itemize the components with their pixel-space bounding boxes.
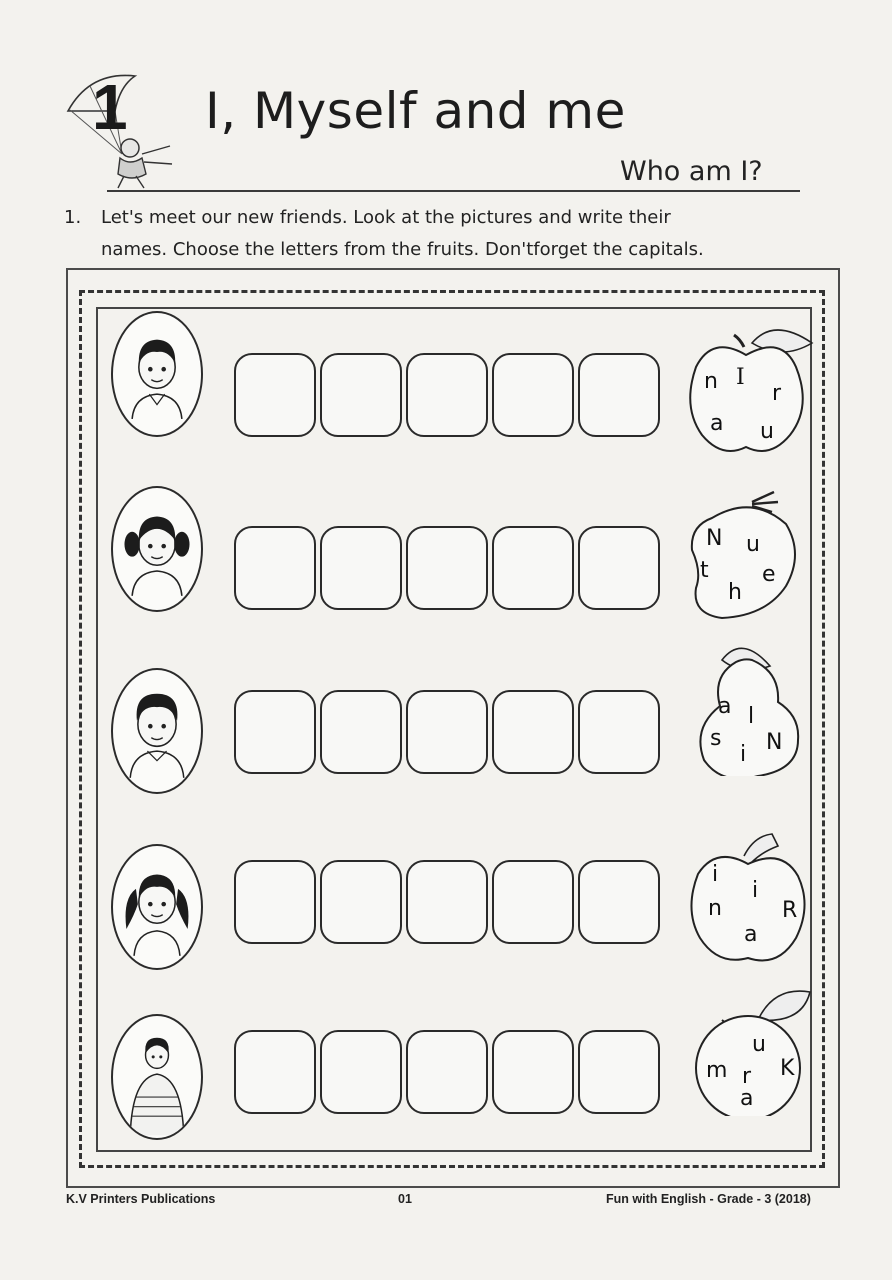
letter-input-box[interactable]: [578, 1030, 660, 1114]
footer-page-number: 01: [398, 1192, 412, 1206]
letter-input-box[interactable]: [578, 353, 660, 437]
letter-input-box[interactable]: [234, 353, 316, 437]
page-title: I, Myself and me: [205, 82, 626, 140]
portrait-girl: [111, 486, 203, 612]
fruit-letter: K: [780, 1056, 795, 1081]
portrait-boy: [111, 311, 203, 437]
fruit-letter: a: [740, 1086, 754, 1111]
instruction-number: 1.: [64, 207, 82, 228]
apple-icon: [682, 826, 822, 966]
fruit-letter: r: [742, 1064, 752, 1089]
letter-input-box[interactable]: [406, 526, 488, 610]
letter-input-box[interactable]: [234, 690, 316, 774]
portrait-girl: [111, 844, 203, 970]
footer-publisher: K.V Printers Publications: [66, 1192, 216, 1206]
fruit-letter: n: [708, 896, 722, 921]
fruit-letter: N: [706, 526, 723, 551]
letter-input-box[interactable]: [234, 526, 316, 610]
fruit-letter: l: [748, 704, 755, 729]
fruit-letter: N: [766, 730, 783, 755]
activity-row: [0, 818, 892, 988]
letter-input-box[interactable]: [492, 690, 574, 774]
fruit-letter: a: [710, 411, 724, 436]
letter-input-box[interactable]: [578, 526, 660, 610]
letter-input-box[interactable]: [406, 1030, 488, 1114]
activity-row: [0, 478, 892, 648]
fruit-letter: r: [772, 381, 782, 406]
mango-icon: [682, 484, 822, 624]
fruit-letter: n: [704, 369, 718, 394]
letter-input-box[interactable]: [320, 690, 402, 774]
pear-icon: [682, 636, 822, 776]
fruit-letter: i: [740, 742, 747, 767]
fruit-letter: e: [762, 562, 776, 587]
fruit-letter: h: [728, 580, 742, 605]
letter-input-box[interactable]: [492, 860, 574, 944]
fruit-letter: R: [782, 898, 798, 923]
fruit-letter: u: [746, 532, 760, 557]
letter-input-box[interactable]: [492, 1030, 574, 1114]
fruit-letter: u: [752, 1032, 766, 1057]
letter-input-box[interactable]: [320, 526, 402, 610]
fruit-letter: a: [744, 922, 758, 947]
activity-row: [0, 988, 892, 1158]
activity-row: [0, 305, 892, 475]
fruit-letter: I: [736, 365, 745, 390]
letter-input-box[interactable]: [406, 690, 488, 774]
portrait-boy: [111, 1014, 203, 1140]
page-subtitle: Who am I?: [620, 156, 763, 187]
fruit-letter: t: [700, 558, 709, 583]
title-rule: [107, 190, 800, 192]
fruit-letter: i: [712, 862, 719, 887]
instruction-line-1: Let's meet our new friends. Look at the pictures and write their: [101, 207, 671, 228]
letter-input-box[interactable]: [492, 353, 574, 437]
footer-book-title: Fun with English - Grade - 3 (2018): [606, 1192, 811, 1206]
letter-input-box[interactable]: [406, 353, 488, 437]
letter-input-box[interactable]: [578, 690, 660, 774]
fruit-letter: i: [752, 878, 759, 903]
orange-icon: [682, 976, 822, 1116]
letter-input-box[interactable]: [234, 860, 316, 944]
fruit-letter: u: [760, 419, 774, 444]
letter-input-box[interactable]: [406, 860, 488, 944]
letter-input-box[interactable]: [320, 860, 402, 944]
activity-row: [0, 648, 892, 818]
letter-input-box[interactable]: [320, 1030, 402, 1114]
fruit-letter: s: [710, 726, 722, 751]
letter-input-box[interactable]: [234, 1030, 316, 1114]
instruction-line-2: names. Choose the letters from the fruits. Don'tforget the capitals.: [101, 239, 704, 260]
chapter-number: 1: [92, 71, 128, 143]
fruit-letter: a: [718, 694, 732, 719]
letter-input-box[interactable]: [492, 526, 574, 610]
portrait-boy: [111, 668, 203, 794]
letter-input-box[interactable]: [320, 353, 402, 437]
apple-icon: [682, 317, 822, 457]
letter-input-box[interactable]: [578, 860, 660, 944]
fruit-letter: m: [706, 1058, 728, 1083]
